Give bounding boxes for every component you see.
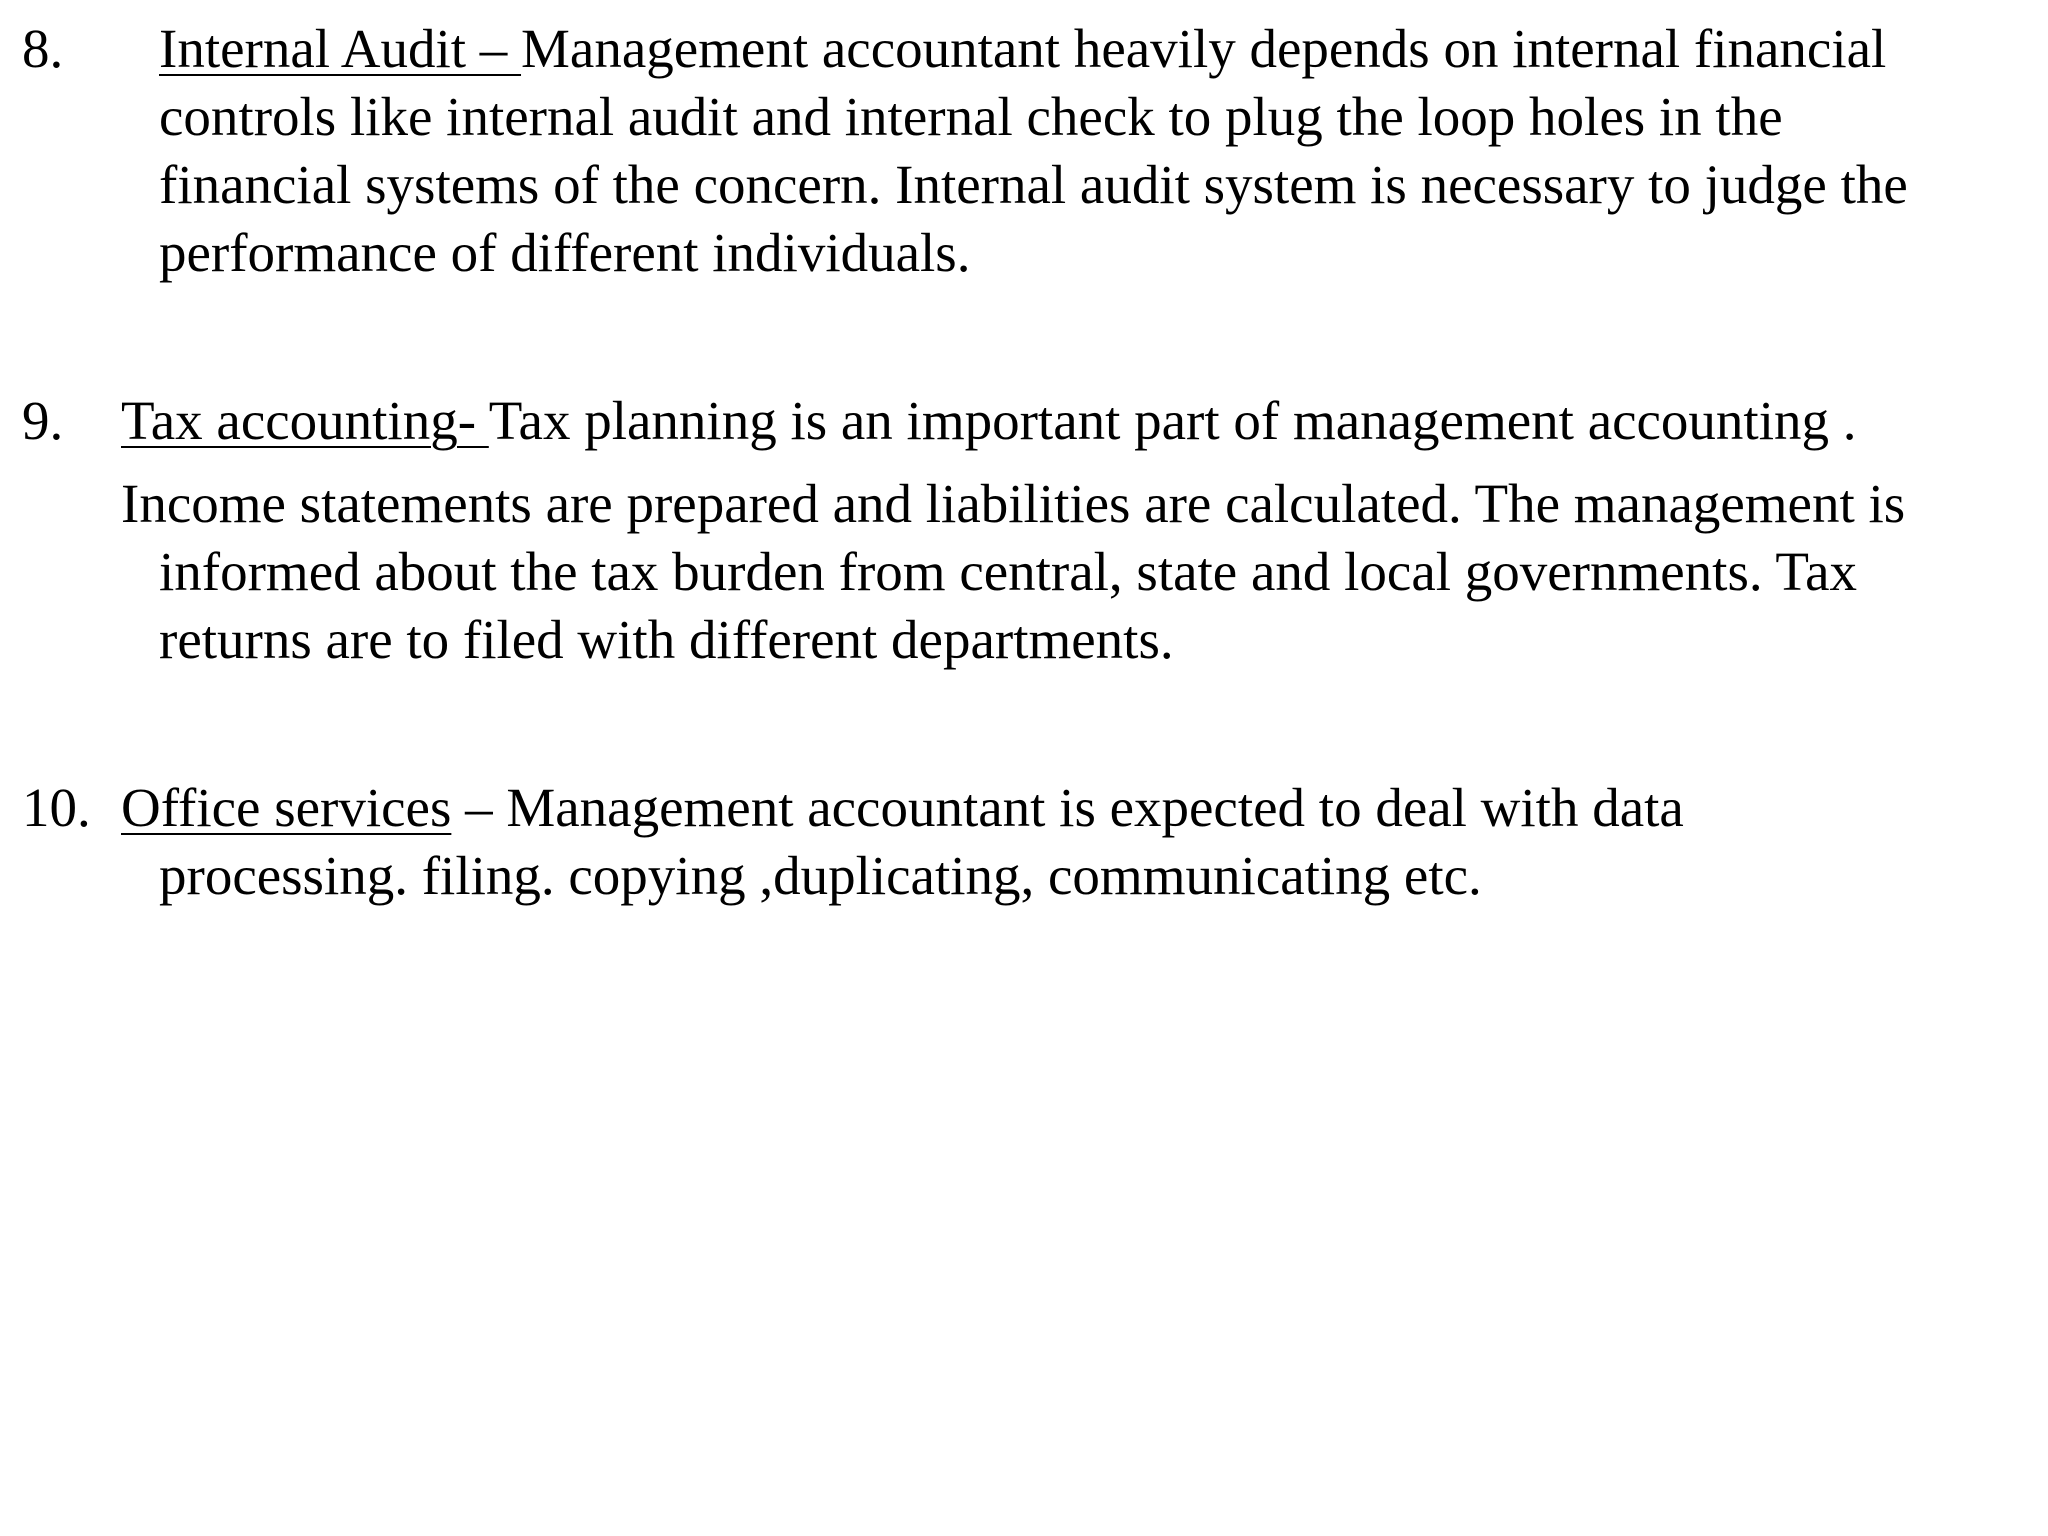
item-text: Income statements are prepared and liabilities are calculated. The management is xyxy=(121,473,1906,534)
item-first-line xyxy=(121,387,1857,455)
item-text: Management accountant heavily depends on internal financial xyxy=(521,18,1887,79)
item-first-line xyxy=(121,774,1684,842)
item-heading: Office services xyxy=(121,777,452,838)
item-heading: Tax accounting- xyxy=(121,390,489,451)
item-text: returns are to filed with different departments. xyxy=(159,609,1174,670)
item-text: financial systems of the concern. Internal audit system is necessary to judge the xyxy=(159,154,1908,215)
item-text: Tax planning is an important part of management accounting . xyxy=(488,390,1857,451)
item-first-line xyxy=(159,15,1886,83)
item-text: processing. filing. copying ,duplicating, communicating etc. xyxy=(159,845,1482,906)
item-number: 8. xyxy=(22,18,64,79)
item-number: 10. xyxy=(22,777,91,838)
item-text: informed about the tax burden from central, state and local governments. Tax xyxy=(159,541,1858,602)
item-text: – Management accountant is expected to deal with data xyxy=(451,777,1684,838)
item-text: controls like internal audit and internal check to plug the loop holes in the xyxy=(159,86,1783,147)
item-heading: Internal Audit – xyxy=(159,18,522,79)
item-number: 9. xyxy=(22,390,64,451)
item-text: performance of different individuals. xyxy=(159,222,971,283)
